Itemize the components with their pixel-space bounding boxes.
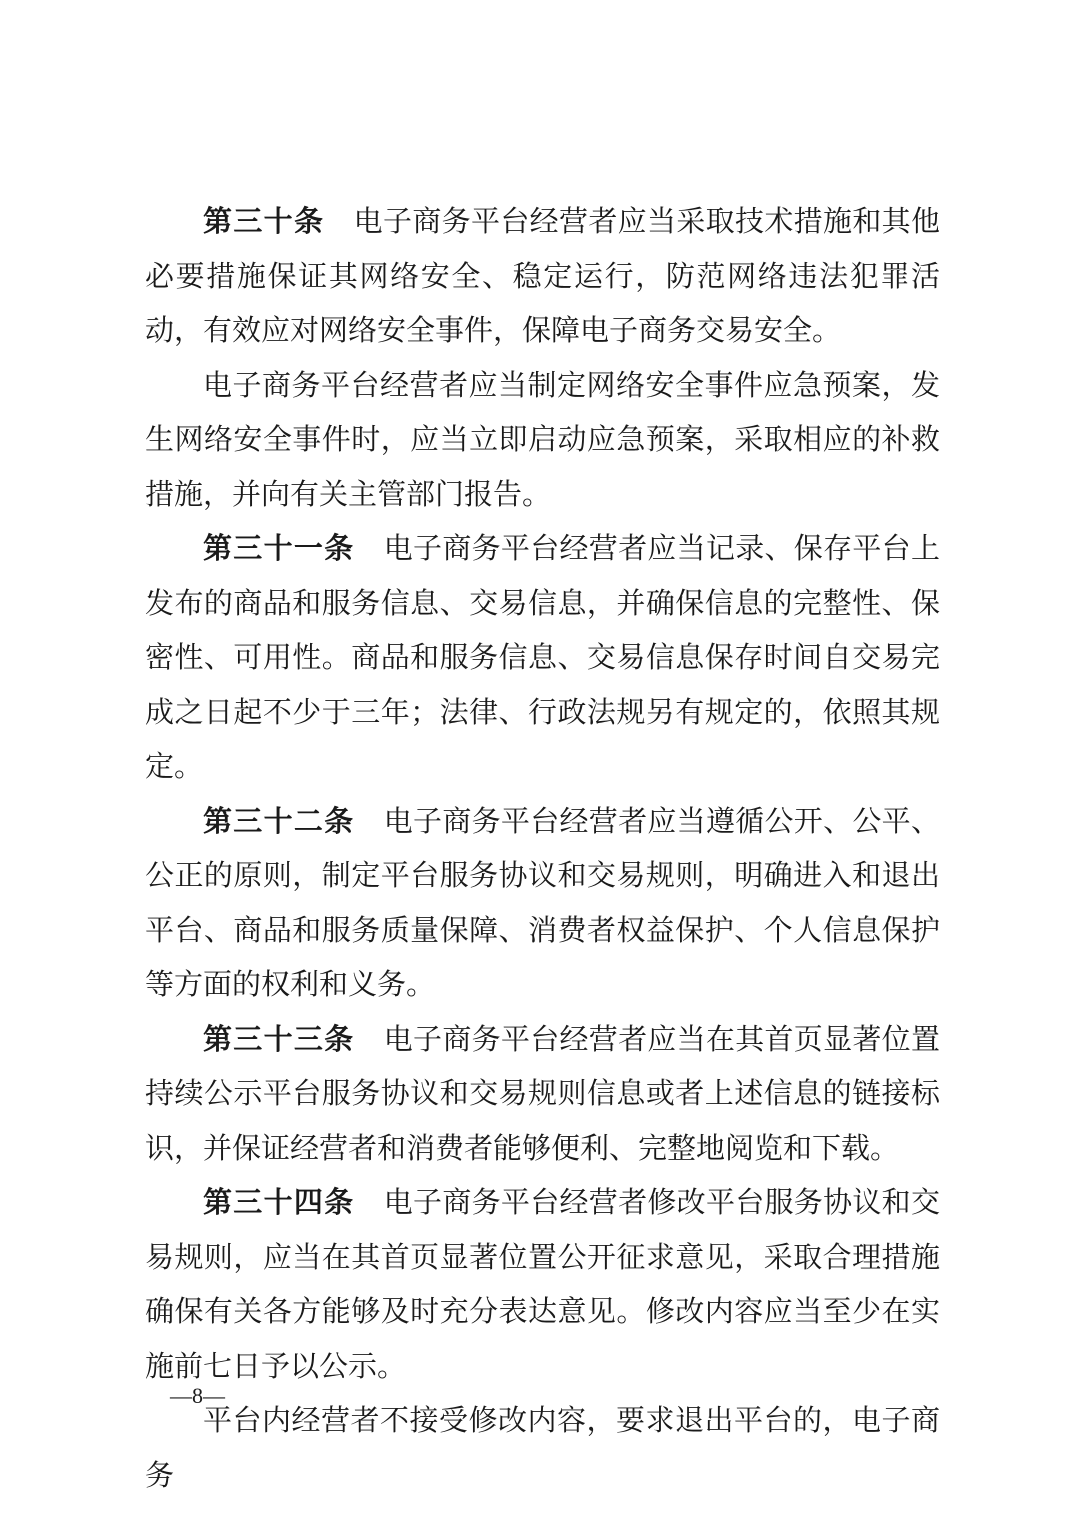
article-33-paragraph bbox=[145, 1012, 940, 1176]
article-text: 电子商务平台经营者应当遵循公开、公平、公正的原则，制定平台服务协议和交易规则，明确进入和退出平台、商品和服务质量保障、消费者权益保护、个人信息保护等方面的权利和义务。 bbox=[145, 803, 940, 1001]
article-heading: 第三十一条 bbox=[203, 531, 355, 565]
document-body bbox=[145, 194, 940, 1502]
article-34-paragraph-2 bbox=[145, 1393, 940, 1502]
article-text: 电子商务平台经营者应当采取技术措施和其他必要措施保证其网络安全、稳定运行，防范网络违法犯罪活动，有效应对网络安全事件，保障电子商务交易安全。 bbox=[145, 204, 940, 347]
article-text: 平台内经营者不接受修改内容，要求退出平台的，电子商务 bbox=[145, 1403, 940, 1492]
article-text: 电子商务平台经营者应当记录、保存平台上发布的商品和服务信息、交易信息，并确保信息的完整性、保密性、可用性。商品和服务信息、交易信息保存时间自交易完成之日起不少于三年；法律、行政法规另有规定的，依照其规定。 bbox=[145, 531, 940, 783]
article-heading: 第三十二条 bbox=[203, 803, 355, 838]
article-text: 电子商务平台经营者修改平台服务协议和交易规则，应当在其首页显著位置公开征求意见，采取合理措施确保有关各方能够及时充分表达意见。修改内容应当至少在实施前七日予以公示。 bbox=[145, 1185, 940, 1383]
article-heading: 第三十三条 bbox=[203, 1021, 355, 1056]
article-heading: 第三十条 bbox=[203, 204, 325, 238]
article-text: 电子商务平台经营者应当在其首页显著位置持续公示平台服务协议和交易规则信息或者上述信息的链接标识，并保证经营者和消费者能够便利、完整地阅览和下载。 bbox=[145, 1021, 940, 1165]
article-30-paragraph bbox=[145, 194, 940, 358]
article-heading: 第三十四条 bbox=[203, 1185, 355, 1219]
article-32-paragraph bbox=[145, 794, 940, 1012]
article-text: 电子商务平台经营者应当制定网络安全事件应急预案，发生网络安全事件时，应当立即启动应急预案，采取相应的补救措施，并向有关主管部门报告。 bbox=[145, 367, 940, 511]
article-31-paragraph bbox=[145, 521, 940, 794]
article-34-paragraph bbox=[145, 1175, 940, 1393]
article-30-paragraph-2 bbox=[145, 358, 940, 522]
page-number: —8— bbox=[170, 1383, 225, 1408]
